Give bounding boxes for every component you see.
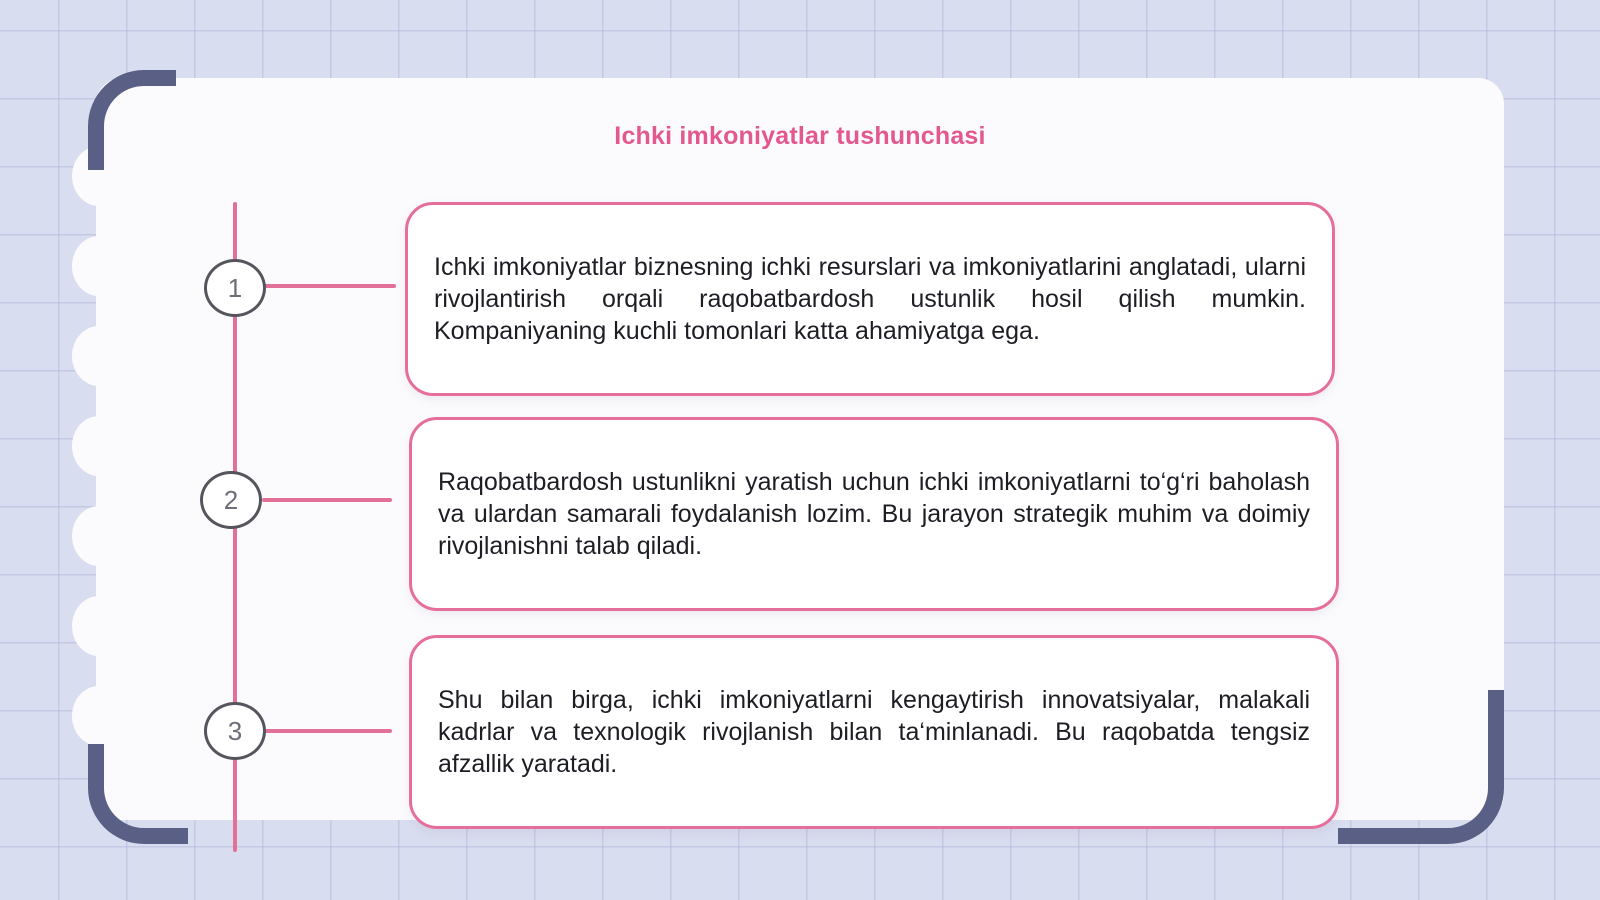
slide-title: Ichki imkoniyatlar tushunchasi: [614, 122, 986, 150]
content-card-2: [409, 417, 1339, 611]
paper-scallop: [72, 416, 126, 476]
step-number-2: 2: [200, 471, 262, 529]
card-text-3: Shu bilan birga, ichki imkoniyatlarni kengaytirish innovatsiyalar, malakali kadrlar va texnologik rivojlanish bilan ta‘minlanadi. Bu raqobatda tengsiz afzallik yaratadi.: [438, 686, 1310, 778]
corner-bracket-bottom-right: [1338, 690, 1504, 844]
step-number-1: 1: [204, 259, 266, 317]
content-card-1: [405, 202, 1335, 396]
corner-bracket-bottom-left: [88, 744, 188, 844]
content-card-3: [409, 635, 1339, 829]
paper-scallop: [72, 686, 126, 746]
corner-bracket-top-left: [88, 70, 176, 170]
connector-line-1: [264, 284, 396, 288]
paper-scallop: [72, 236, 126, 296]
connector-line-3: [264, 729, 392, 733]
card-text-2: Raqobatbardosh ustunlikni yaratish uchun ichki imkoniyatlarni to‘g‘ri baholash va ulardan samarali foydalanish lozim. Bu jarayon strategik muhim va doimiy rivojlanishni talab qiladi.: [438, 468, 1310, 560]
step-number-3: 3: [204, 702, 266, 760]
connector-line-2: [262, 498, 392, 502]
paper-scallop: [72, 326, 126, 386]
paper-scallop: [72, 506, 126, 566]
paper-scallop: [72, 596, 126, 656]
card-text-1: Ichki imkoniyatlar biznesning ichki resurslari va imkoniyatlarini anglatadi, ularni rivojlantirish orqali raqobatbardosh ustunlik hosil qilish mumkin. Kompaniyaning kuchli tomonlari katta ahamiyatga ega.: [434, 253, 1306, 345]
